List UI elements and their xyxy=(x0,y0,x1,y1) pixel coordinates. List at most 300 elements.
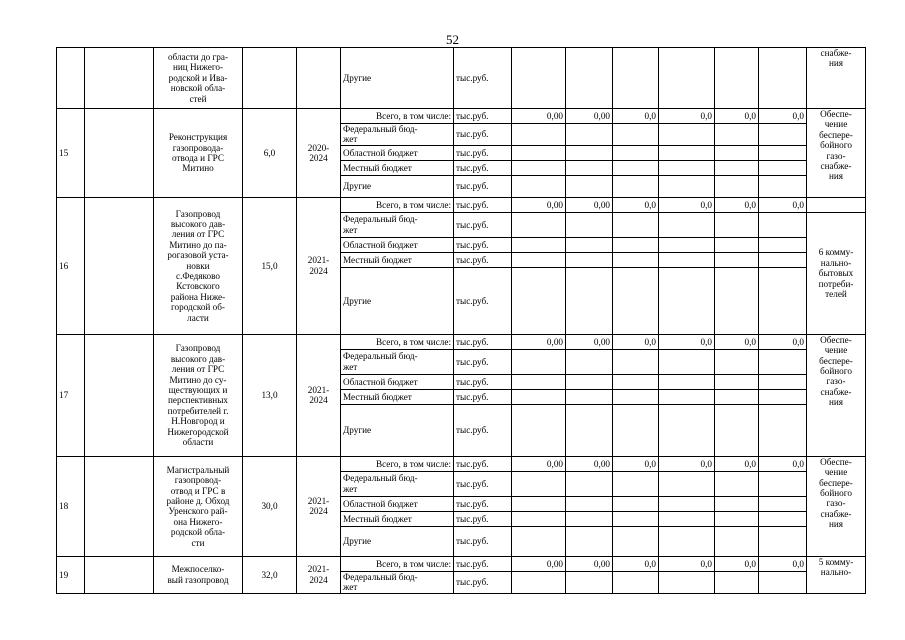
period-line: 2020- xyxy=(307,142,330,153)
unit-cell: тыс.руб. xyxy=(454,556,512,571)
value-cell xyxy=(512,471,566,496)
amount-value: 0,00 xyxy=(512,556,566,571)
value-cell xyxy=(566,404,613,456)
object-name-line: районе д. Обход xyxy=(166,495,230,506)
result-line: нально- xyxy=(820,257,852,268)
source-federal xyxy=(341,571,454,593)
object-name-line: городской об- xyxy=(171,302,225,313)
result-line: снабже- xyxy=(820,508,852,519)
program-table xyxy=(56,47,866,594)
unit-cell: тыс.руб. xyxy=(454,109,512,124)
empty-cell xyxy=(85,109,154,198)
value-cell xyxy=(759,471,807,496)
amount-value: 0,00 xyxy=(566,334,613,349)
period-line: 2024 xyxy=(309,395,328,406)
table-row xyxy=(57,48,866,109)
value-cell xyxy=(715,526,759,556)
source-local: Местный бюджет xyxy=(341,389,454,404)
table-row xyxy=(57,334,866,349)
object-name-line: ниц Нижего- xyxy=(172,62,224,73)
value-cell xyxy=(512,389,566,404)
amount-value: 0,00 xyxy=(512,334,566,349)
object-name-line: Газопровод xyxy=(175,343,221,354)
number-cell xyxy=(57,48,85,109)
source-other: Другие xyxy=(341,404,454,456)
page-number: 52 xyxy=(446,32,459,47)
result-cell xyxy=(807,456,866,556)
period-line: 2021- xyxy=(307,384,330,395)
source-total: Всего, в том числе: xyxy=(341,456,454,471)
result-line: Обеспе- xyxy=(820,456,852,467)
value-cell xyxy=(659,145,715,160)
source-local: Местный бюджет xyxy=(341,511,454,526)
result-line: бытовых xyxy=(818,268,854,279)
value-cell xyxy=(715,48,759,109)
result-line: телей xyxy=(825,288,847,299)
result-line: бойного xyxy=(820,488,852,499)
value-cell xyxy=(715,237,759,252)
value-cell xyxy=(512,349,566,374)
unit-cell: тыс.руб. xyxy=(454,48,512,109)
value-cell xyxy=(715,160,759,175)
object-name-line: с.Федяково xyxy=(176,271,220,282)
length-km: 15,0 xyxy=(243,197,297,334)
value-cell xyxy=(566,212,613,237)
value-cell xyxy=(613,349,659,374)
value-cell xyxy=(759,145,807,160)
object-name-line: Кстовского xyxy=(176,281,220,292)
table-row xyxy=(57,197,866,212)
value-cell xyxy=(566,252,613,267)
amount-value: 0,0 xyxy=(613,334,659,349)
value-cell xyxy=(613,571,659,593)
result-line: 5 комму- xyxy=(818,556,854,567)
period-line: 2021- xyxy=(307,255,330,266)
result-cell xyxy=(807,48,866,109)
unit-cell: тыс.руб. xyxy=(454,175,512,197)
unit-cell: тыс.руб. xyxy=(454,389,512,404)
unit-cell: тыс.руб. xyxy=(454,374,512,389)
result-line: нально- xyxy=(820,567,852,578)
amount-value: 0,0 xyxy=(715,109,759,124)
value-cell xyxy=(613,511,659,526)
object-name-cell xyxy=(154,109,243,198)
amount-value: 0,0 xyxy=(659,556,715,571)
object-name-line: района Ниже- xyxy=(170,291,226,302)
source-federal-line: жет xyxy=(343,134,358,145)
unit-cell: тыс.руб. xyxy=(454,237,512,252)
object-name-line: Уренского рай- xyxy=(168,506,228,517)
object-name-line: родской обла- xyxy=(170,527,226,538)
unit-cell: тыс.руб. xyxy=(454,124,512,146)
amount-value: 0,0 xyxy=(759,334,807,349)
value-cell xyxy=(715,124,759,146)
value-cell xyxy=(512,160,566,175)
result-cell xyxy=(807,212,866,334)
value-cell xyxy=(512,571,566,593)
source-regional: Областной бюджет xyxy=(341,496,454,511)
value-cell xyxy=(613,252,659,267)
object-name-cell xyxy=(154,334,243,456)
value-cell xyxy=(613,145,659,160)
result-cell xyxy=(807,334,866,456)
result-line: снабже- xyxy=(820,161,852,172)
amount-value: 0,0 xyxy=(759,456,807,471)
object-name-line: отвод и ГРС в xyxy=(170,485,226,496)
unit-cell: тыс.руб. xyxy=(454,471,512,496)
value-cell xyxy=(715,511,759,526)
unit-cell: тыс.руб. xyxy=(454,456,512,471)
source-other: Другие xyxy=(341,48,454,109)
empty-cell xyxy=(85,48,154,109)
value-cell xyxy=(659,526,715,556)
value-cell xyxy=(613,496,659,511)
object-name-line: Реконструкция xyxy=(168,132,228,143)
amount-value: 0,00 xyxy=(566,109,613,124)
value-cell xyxy=(613,374,659,389)
value-cell xyxy=(659,511,715,526)
amount-value: 0,0 xyxy=(759,109,807,124)
period-cell xyxy=(297,197,341,334)
value-cell xyxy=(566,48,613,109)
amount-value: 0,0 xyxy=(759,197,807,212)
object-name-line: высокого дав- xyxy=(170,218,226,229)
value-cell xyxy=(759,124,807,146)
result-cell xyxy=(807,109,866,198)
amount-value: 0,00 xyxy=(566,197,613,212)
source-other: Другие xyxy=(341,526,454,556)
object-name-cell xyxy=(154,556,243,593)
object-name-line: стей xyxy=(189,93,207,104)
value-cell xyxy=(659,471,715,496)
result-line: ния xyxy=(828,519,844,530)
object-name-line: отвода и ГРС xyxy=(171,152,225,163)
row-number: 19 xyxy=(57,556,85,593)
object-name-line: газопровода- xyxy=(172,142,224,153)
result-line: ния xyxy=(828,58,844,69)
amount-value: 0,0 xyxy=(613,556,659,571)
length-cell xyxy=(243,48,297,109)
table-row xyxy=(57,109,866,124)
result-line: газо- xyxy=(826,150,846,161)
amount-value: 0,0 xyxy=(659,334,715,349)
result-line: ния xyxy=(828,397,844,408)
value-cell xyxy=(759,252,807,267)
value-cell xyxy=(715,267,759,334)
unit-cell: тыс.руб. xyxy=(454,404,512,456)
object-name-line: потребителей г. xyxy=(167,405,229,416)
source-federal-line: Федеральный бюд- xyxy=(343,351,418,362)
period-cell xyxy=(297,48,341,109)
value-cell xyxy=(759,511,807,526)
value-cell xyxy=(715,389,759,404)
amount-value: 0,00 xyxy=(566,556,613,571)
amount-value: 0,0 xyxy=(659,109,715,124)
object-name-line: новки xyxy=(186,260,210,271)
length-km: 6,0 xyxy=(243,109,297,198)
empty-cell xyxy=(85,334,154,456)
value-cell xyxy=(512,175,566,197)
amount-value: 0,0 xyxy=(613,109,659,124)
object-name-line: Митино xyxy=(182,163,214,174)
source-total: Всего, в том числе: xyxy=(341,197,454,212)
value-cell xyxy=(566,496,613,511)
unit-cell: тыс.руб. xyxy=(454,349,512,374)
value-cell xyxy=(613,212,659,237)
period-line: 2021- xyxy=(307,564,330,575)
amount-value: 0,0 xyxy=(613,456,659,471)
source-other: Другие xyxy=(341,175,454,197)
amount-value: 0,0 xyxy=(659,456,715,471)
value-cell xyxy=(613,389,659,404)
source-federal-line: жет xyxy=(343,361,358,372)
value-cell xyxy=(659,571,715,593)
length-km: 32,0 xyxy=(243,556,297,593)
source-regional: Областной бюджет xyxy=(341,374,454,389)
period-cell xyxy=(297,456,341,556)
value-cell xyxy=(715,175,759,197)
object-name-line: Межпоселко- xyxy=(171,564,225,575)
source-federal-line: Федеральный бюд- xyxy=(343,473,418,484)
object-name-cell xyxy=(154,48,243,109)
source-federal-line: Федеральный бюд- xyxy=(343,214,418,225)
object-name-line: области xyxy=(182,436,214,447)
value-cell xyxy=(566,511,613,526)
value-cell xyxy=(759,526,807,556)
value-cell xyxy=(613,237,659,252)
value-cell xyxy=(512,252,566,267)
row-number: 17 xyxy=(57,334,85,456)
unit-cell: тыс.руб. xyxy=(454,267,512,334)
object-name-line: газопровод- xyxy=(174,475,222,486)
value-cell xyxy=(613,471,659,496)
value-cell xyxy=(566,267,613,334)
unit-cell: тыс.руб. xyxy=(454,160,512,175)
source-total: Всего, в том числе: xyxy=(341,109,454,124)
source-regional: Областной бюджет xyxy=(341,145,454,160)
value-cell xyxy=(613,160,659,175)
object-name-line: ления от ГРС xyxy=(171,364,225,375)
unit-cell: тыс.руб. xyxy=(454,252,512,267)
amount-value: 0,00 xyxy=(512,456,566,471)
object-name-line: высокого дав- xyxy=(170,353,226,364)
value-cell xyxy=(759,496,807,511)
value-cell xyxy=(715,349,759,374)
object-name-line: перспективных xyxy=(168,395,228,406)
amount-value: 0,0 xyxy=(759,556,807,571)
result-cell xyxy=(807,556,866,593)
value-cell xyxy=(613,404,659,456)
source-total: Всего, в том числе: xyxy=(341,334,454,349)
value-cell xyxy=(613,124,659,146)
value-cell xyxy=(613,267,659,334)
object-name-line: рогазовой уста- xyxy=(167,250,229,261)
object-name-cell xyxy=(154,197,243,334)
value-cell xyxy=(566,175,613,197)
value-cell xyxy=(566,349,613,374)
object-name-line: ления от ГРС xyxy=(171,229,225,240)
period-cell xyxy=(297,334,341,456)
source-federal xyxy=(341,471,454,496)
value-cell xyxy=(512,374,566,389)
source-total: Всего, в том числе: xyxy=(341,556,454,571)
value-cell xyxy=(715,404,759,456)
value-cell xyxy=(512,511,566,526)
row-number: 16 xyxy=(57,197,85,334)
value-cell xyxy=(566,237,613,252)
value-cell xyxy=(759,267,807,334)
row-number: 15 xyxy=(57,109,85,198)
value-cell xyxy=(659,374,715,389)
value-cell xyxy=(659,404,715,456)
result-line: Обеспе- xyxy=(820,109,852,119)
value-cell xyxy=(613,175,659,197)
value-cell xyxy=(566,526,613,556)
period-line: 2024 xyxy=(309,574,328,585)
value-cell xyxy=(715,571,759,593)
result-line: чение xyxy=(824,345,848,356)
amount-value: 0,0 xyxy=(659,197,715,212)
value-cell xyxy=(566,124,613,146)
value-cell xyxy=(512,526,566,556)
result-line: беспере- xyxy=(819,129,853,140)
source-local: Местный бюджет xyxy=(341,160,454,175)
result-line: ния xyxy=(828,171,844,182)
object-name-cell xyxy=(154,456,243,556)
empty-cell xyxy=(85,197,154,334)
result-line: 6 комму- xyxy=(818,247,854,258)
value-cell xyxy=(715,252,759,267)
value-cell xyxy=(759,374,807,389)
source-federal xyxy=(341,212,454,237)
source-federal-line: Федеральный бюд- xyxy=(343,571,418,582)
unit-cell: тыс.руб. xyxy=(454,526,512,556)
value-cell xyxy=(512,404,566,456)
object-name-line: Газопровод xyxy=(175,208,221,219)
object-name-line: сти xyxy=(191,537,205,548)
amount-value: 0,00 xyxy=(512,109,566,124)
value-cell xyxy=(659,124,715,146)
source-federal-line: жет xyxy=(343,483,358,494)
value-cell xyxy=(715,471,759,496)
value-cell xyxy=(659,212,715,237)
table-row xyxy=(57,556,866,571)
value-cell xyxy=(659,267,715,334)
object-name-line: Магистральный xyxy=(166,464,230,475)
source-federal-line: Федеральный бюд- xyxy=(343,124,418,134)
value-cell xyxy=(512,237,566,252)
value-cell xyxy=(759,175,807,197)
value-cell xyxy=(759,237,807,252)
object-name-line: Митино до па- xyxy=(169,239,227,250)
value-cell xyxy=(715,212,759,237)
value-cell xyxy=(659,349,715,374)
object-name-line: ществующих и xyxy=(168,384,228,395)
source-federal xyxy=(341,124,454,146)
value-cell xyxy=(566,374,613,389)
value-cell xyxy=(759,160,807,175)
source-federal-line: жет xyxy=(343,582,358,593)
result-line: потреби- xyxy=(818,278,854,289)
value-cell xyxy=(659,252,715,267)
empty-cell xyxy=(85,456,154,556)
result-line: газо- xyxy=(826,498,846,509)
unit-cell: тыс.руб. xyxy=(454,212,512,237)
value-cell xyxy=(512,48,566,109)
value-cell xyxy=(759,404,807,456)
value-cell xyxy=(715,496,759,511)
value-cell xyxy=(659,389,715,404)
result-line: бойного xyxy=(820,366,852,377)
source-local: Местный бюджет xyxy=(341,252,454,267)
value-cell xyxy=(613,48,659,109)
object-name-line: Нижегородской xyxy=(167,426,229,437)
value-cell xyxy=(759,389,807,404)
source-federal-line: жет xyxy=(343,224,358,235)
amount-value: 0,0 xyxy=(715,456,759,471)
unit-cell: тыс.руб. xyxy=(454,145,512,160)
amount-value: 0,0 xyxy=(715,556,759,571)
object-name-line: вый газопровод xyxy=(167,574,229,585)
period-cell xyxy=(297,109,341,198)
value-cell xyxy=(659,496,715,511)
period-cell xyxy=(297,556,341,593)
result-line: снабже- xyxy=(820,48,852,58)
table-body xyxy=(57,48,866,594)
value-cell xyxy=(512,212,566,237)
unit-cell: тыс.руб. xyxy=(454,571,512,593)
object-name-line: Н.Новгород и xyxy=(171,416,225,427)
period-line: 2024 xyxy=(309,506,328,517)
value-cell xyxy=(659,160,715,175)
result-line: газо- xyxy=(826,376,846,387)
object-name-line: она Нижего- xyxy=(173,516,223,527)
value-cell xyxy=(512,496,566,511)
value-cell xyxy=(512,145,566,160)
result-line: беспере- xyxy=(819,477,853,488)
result-line: чение xyxy=(824,467,848,478)
row-number: 18 xyxy=(57,456,85,556)
table-row xyxy=(57,456,866,471)
value-cell xyxy=(566,145,613,160)
value-cell xyxy=(566,389,613,404)
result-cell-empty xyxy=(807,197,866,212)
result-line: снабже- xyxy=(820,386,852,397)
object-name-line: Митино до су- xyxy=(169,374,227,385)
source-regional: Областной бюджет xyxy=(341,237,454,252)
length-km: 13,0 xyxy=(243,334,297,456)
result-line: бойного xyxy=(820,140,852,151)
amount-value: 0,0 xyxy=(715,334,759,349)
value-cell xyxy=(659,48,715,109)
period-line: 2024 xyxy=(309,152,328,163)
length-km: 30,0 xyxy=(243,456,297,556)
result-line: Обеспе- xyxy=(820,334,852,345)
value-cell xyxy=(659,237,715,252)
value-cell xyxy=(512,267,566,334)
value-cell xyxy=(715,145,759,160)
value-cell xyxy=(759,349,807,374)
unit-cell: тыс.руб. xyxy=(454,197,512,212)
object-name-line: родской и Ива- xyxy=(168,72,228,83)
unit-cell: тыс.руб. xyxy=(454,496,512,511)
unit-cell: тыс.руб. xyxy=(454,511,512,526)
amount-value: 0,0 xyxy=(715,197,759,212)
source-other: Другие xyxy=(341,267,454,334)
object-name-line: ласти xyxy=(187,312,209,323)
value-cell xyxy=(659,175,715,197)
period-line: 2024 xyxy=(309,265,328,276)
